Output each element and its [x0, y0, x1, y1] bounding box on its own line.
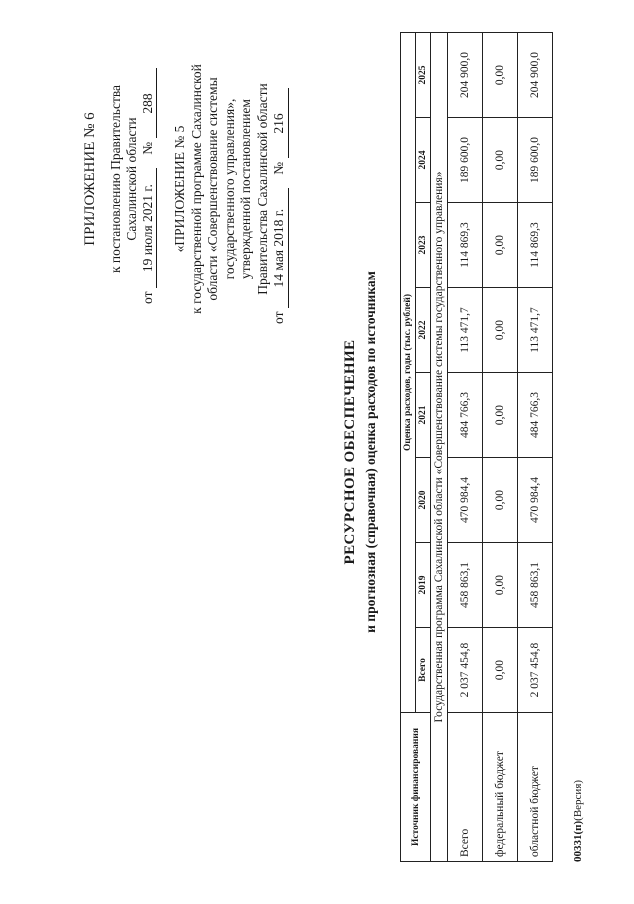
- prior-appendix-date-line: [271, 54, 289, 324]
- year-header-3: 2021: [416, 373, 431, 458]
- row-value: 0,00: [483, 373, 518, 458]
- prior-appendix-number: 216: [271, 89, 289, 159]
- row-value: 484 766,3: [518, 373, 553, 458]
- estimate-header: Оценка расходов, годы (тыс. рублей): [401, 33, 416, 713]
- appendix-number-prefix: №: [140, 141, 155, 155]
- table-row: [518, 33, 553, 862]
- prior-appendix-line-3: области «Совершенствование системы: [205, 77, 220, 301]
- program-title: Государственная программа Сахалинской области «Совершенствование системы государственного управления»: [431, 33, 448, 862]
- appendix-date-line: [140, 54, 157, 304]
- row-value: 458 863,1: [448, 543, 483, 628]
- row-value: 189 600,0: [518, 118, 553, 203]
- appendix-date-prefix: от: [140, 291, 155, 304]
- prior-appendix-line-4: государственного управления»,: [221, 98, 237, 280]
- year-header-6: 2024: [416, 118, 431, 203]
- row-value: 470 984,4: [448, 458, 483, 543]
- row-value: 0,00: [483, 543, 518, 628]
- appendix-line-1: к постановлению Правительства: [108, 84, 123, 274]
- prior-appendix-block: [172, 54, 289, 324]
- row-value: 114 869,3: [518, 203, 553, 288]
- year-header-5: 2023: [416, 203, 431, 288]
- row-value: 204 900,0: [518, 33, 553, 118]
- document-title: РЕСУРСНОЕ ОБЕСПЕЧЕНИЕ: [342, 339, 358, 565]
- appendix-header: [82, 54, 157, 304]
- row-label: федеральный бюджет: [483, 713, 518, 862]
- appendix-date: 19 июля 2021 г.: [140, 168, 157, 288]
- table-row: [448, 33, 483, 862]
- row-value: 113 471,7: [448, 288, 483, 373]
- row-label: областной бюджет: [518, 713, 553, 862]
- document-version: (Версия): [572, 779, 584, 821]
- row-value: 0,00: [483, 118, 518, 203]
- prior-appendix-line-6: Правительства Сахалинской области: [254, 83, 270, 295]
- row-value: 470 984,4: [518, 458, 553, 543]
- row-value: 0,00: [483, 33, 518, 118]
- row-value: 0,00: [483, 458, 518, 543]
- row-label: Всего: [448, 713, 483, 862]
- table-row: [483, 33, 518, 862]
- row-value: 0,00: [483, 628, 518, 713]
- year-header-2: 2020: [416, 458, 431, 543]
- program-row: [431, 33, 448, 862]
- row-value: 484 766,3: [448, 373, 483, 458]
- source-header: Источник финансирования: [401, 713, 431, 862]
- document-code: 00331(п): [572, 820, 584, 862]
- prior-appendix-line-5: утвержденной постановлением: [238, 99, 253, 279]
- prior-appendix-line-1: «ПРИЛОЖЕНИЕ № 5: [172, 125, 187, 253]
- row-value: 189 600,0: [448, 118, 483, 203]
- year-header-4: 2022: [416, 288, 431, 373]
- row-value: 113 471,7: [518, 288, 553, 373]
- prior-appendix-date: 14 мая 2018 г.: [271, 188, 289, 308]
- row-value: 2 037 454,8: [448, 628, 483, 713]
- year-header-1: 2019: [416, 543, 431, 628]
- prior-appendix-number-prefix: №: [271, 161, 286, 175]
- appendix-line-2: Сахалинской области: [124, 117, 139, 241]
- prior-appendix-line-2: к государственной программе Сахалинской: [188, 64, 204, 314]
- year-header-0: Всего: [416, 628, 431, 713]
- funding-table: [400, 32, 553, 862]
- year-header-7: 2025: [416, 33, 431, 118]
- document-title-block: [342, 0, 379, 904]
- row-value: 0,00: [483, 203, 518, 288]
- row-value: 2 037 454,8: [518, 628, 553, 713]
- appendix-number: 288: [140, 69, 157, 139]
- row-value: 114 869,3: [448, 203, 483, 288]
- table-header-row: [401, 33, 416, 862]
- row-value: 204 900,0: [448, 33, 483, 118]
- document-subtitle: и прогнозная (справочная) оценка расходов по источникам: [363, 271, 378, 633]
- row-value: 0,00: [483, 288, 518, 373]
- prior-appendix-date-prefix: от: [271, 311, 286, 324]
- row-value: 458 863,1: [518, 543, 553, 628]
- footer-code: [572, 780, 584, 862]
- appendix-title: ПРИЛОЖЕНИЕ № 6: [82, 112, 98, 246]
